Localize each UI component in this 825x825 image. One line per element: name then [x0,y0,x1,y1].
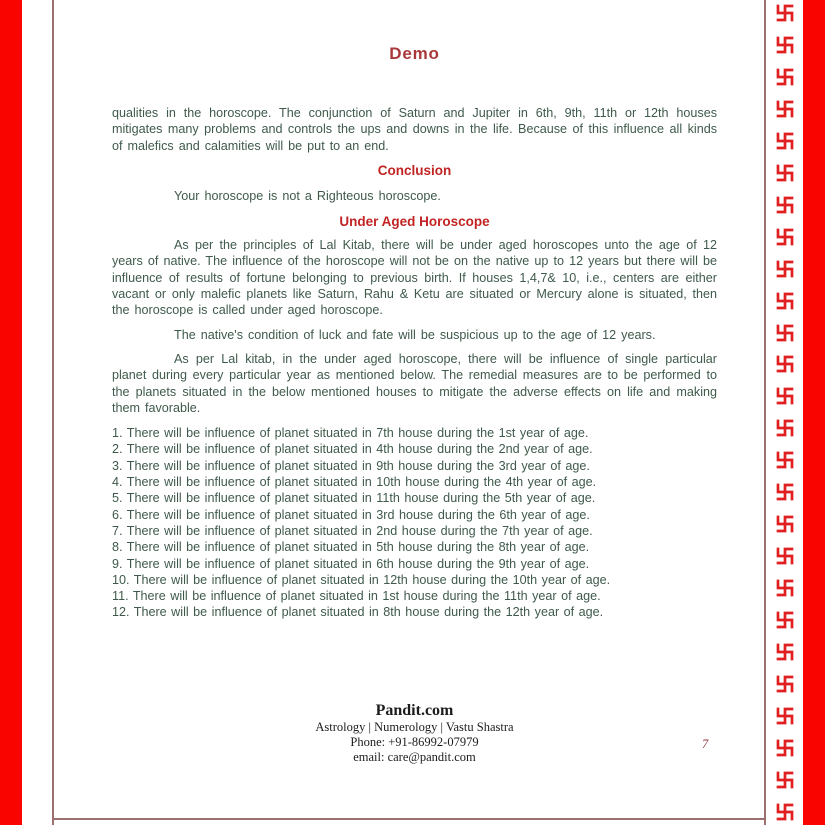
swastika-icon [775,259,795,279]
year-influence-list [112,425,717,621]
footer-brand: Pandit.com [375,701,454,719]
paragraph-conclusion: Your horoscope is not a Righteous horoscope. [174,188,441,203]
list-item: 6. There will be influence of planet situated in 3rd house during the 6th year of age. [112,507,590,522]
swastika-icon [775,195,795,215]
swastika-icon [775,514,795,534]
swastika-icon [775,354,795,374]
swastika-icon [775,163,795,183]
swastika-icon [775,3,795,23]
swastika-icon [775,642,795,662]
swastika-icon [775,482,795,502]
paragraph-remedial: As per Lal kitab, in the under aged horoscope, there will be influence of single particular planet during every particular year as mentioned below. The remedial measures are to be performed to the planets situated in the below mentioned houses to mitigate the adverse effects on life and making them favorable. [112,351,717,415]
swastika-icon [775,386,795,406]
paragraph-principles: As per the principles of Lal Kitab, there will be under aged horoscopes unto the age of 12 years of native. The influence of the horoscope will not be on the native up to 12 years but there will be influence of results of fortune belonging to previous birth. If houses 1,4,7& 10, i.e., centers are either vacant or only malefic planets like Saturn, Rahu & Ketu are situated or Mercury alone is situated, then the horoscope is called under aged horoscope. [112,238,717,318]
swastika-column [766,0,803,825]
bottom-thin-rule [53,818,765,820]
list-item: 5. There will be influence of planet situated in 11th house during the 5th year of age. [112,491,596,506]
footer-services: Astrology | Numerology | Vastu Shastra [315,719,514,734]
swastika-icon [775,35,795,55]
swastika-icon [775,546,795,566]
list-item: 1. There will be influence of planet situated in 7th house during the 1st year of age. [112,426,589,441]
footer-phone: Phone: +91-86992-07979 [350,734,479,749]
heading-conclusion: Conclusion [377,162,452,178]
swastika-icon [775,802,795,822]
swastika-icon [775,67,795,87]
list-item: 10. There will be influence of planet situated in 12th house during the 10th year of age. [112,572,611,587]
swastika-icon [775,131,795,151]
swastika-icon [775,674,795,694]
list-item: 9. There will be influence of planet situated in 6th house during the 9th year of age. [112,556,590,571]
list-item: 3. There will be influence of planet situated in 9th house during the 3rd year of age. [112,458,590,473]
swastika-icon [775,227,795,247]
swastika-icon [775,99,795,119]
page-title: Demo [389,44,440,63]
list-item: 12. There will be influence of planet situated in 8th house during the 12th year of age. [112,605,604,620]
page-number: 7 [702,737,709,751]
right-red-border-bar [803,0,825,825]
footer-email: email: care@pandit.com [353,749,476,764]
list-item: 2. There will be influence of planet situated in 4th house during the 2nd year of age. [112,442,593,457]
swastika-icon [775,610,795,630]
paragraph-luck: The native's condition of luck and fate will be suspicious up to the age of 12 years. [174,327,656,342]
swastika-icon [775,450,795,470]
list-item: 7. There will be influence of planet situated in 2nd house during the 7th year of age. [112,523,593,538]
document-page [112,0,717,765]
swastika-icon [775,418,795,438]
swastika-icon [775,738,795,758]
list-item: 11. There will be influence of planet situated in 1st house during the 11th year of age. [112,589,601,604]
heading-under-aged-horoscope: Under Aged Horoscope [339,214,490,230]
swastika-icon [775,770,795,790]
left-red-border-bar [0,0,22,825]
list-item: 8. There will be influence of planet situated in 5th house during the 8th year of age. [112,540,590,555]
list-item: 4. There will be influence of planet situated in 10th house during the 4th year of age. [112,475,597,490]
swastika-icon [775,323,795,343]
page-footer [112,702,717,765]
left-thin-rule [52,0,54,825]
swastika-icon [775,706,795,726]
paragraph-intro: qualities in the horoscope. The conjunction of Saturn and Jupiter in 6th, 9th, 11th or 12th houses mitigates many problems and controls the ups and downs in the life. Because of this influence all kinds of malefics and calamities will be put to an end. [112,106,717,153]
swastika-icon [775,291,795,311]
swastika-icon [775,578,795,598]
